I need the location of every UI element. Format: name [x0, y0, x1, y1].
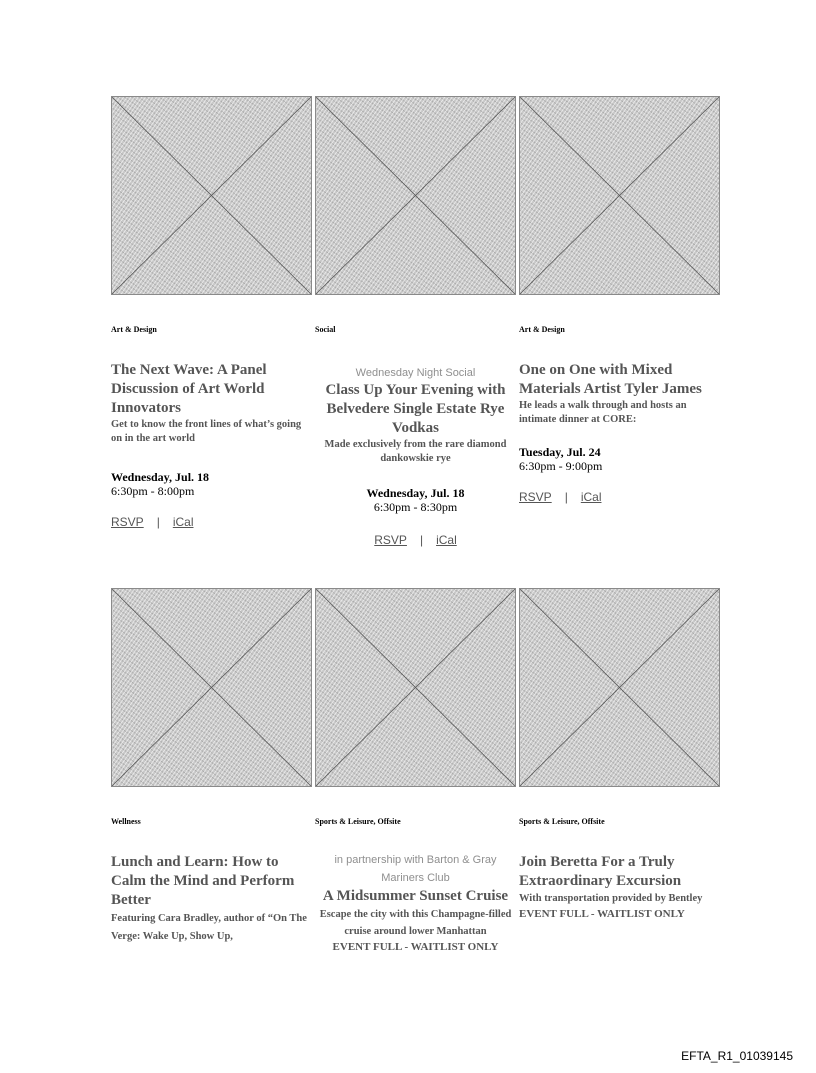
- event-card: [315, 96, 516, 547]
- event-card: [111, 588, 312, 942]
- broken-image-icon: [520, 97, 719, 294]
- event-subtitle: Get to know the front lines of what’s going on in the art world: [111, 419, 302, 444]
- event-subtitle: With transportation provided by Bentley: [519, 893, 703, 904]
- event-subtitle: He leads a walk through and hosts an intimate dinner at CORE:: [519, 400, 687, 425]
- event-image-placeholder[interactable]: [111, 588, 312, 787]
- event-category: Art & Design: [111, 325, 157, 334]
- event-card: [315, 588, 516, 953]
- event-category: Wellness: [111, 817, 141, 826]
- event-links: [519, 490, 720, 504]
- event-date: Wednesday, Jul. 18: [111, 470, 210, 484]
- event-row-1: [111, 96, 721, 547]
- event-card: [519, 96, 720, 504]
- event-date: Wednesday, Jul. 18: [366, 486, 465, 500]
- event-subtitle: Escape the city with this Champagne-filled cruise around lower Manhattan: [319, 909, 512, 937]
- event-category: Sports & Leisure, Offsite: [315, 817, 401, 826]
- event-title[interactable]: Class Up Your Evening with Belvedere Single Estate Rye Vodkas: [325, 382, 506, 436]
- event-body: [315, 851, 516, 954]
- event-title[interactable]: One on One with Mixed Materials Artist Tyler James: [519, 362, 702, 397]
- event-image-placeholder[interactable]: [315, 588, 516, 787]
- event-image-placeholder[interactable]: [519, 588, 720, 787]
- ical-link[interactable]: iCal: [172, 515, 194, 529]
- link-separator: |: [564, 490, 568, 504]
- event-body: [111, 361, 312, 529]
- broken-image-icon: [520, 589, 719, 786]
- broken-image-icon: [316, 589, 515, 786]
- event-time: 6:30pm - 8:00pm: [111, 484, 195, 498]
- event-subtitle: Made exclusively from the rare diamond dankowskie rye: [324, 439, 507, 464]
- event-card: [519, 588, 720, 920]
- event-time: 6:30pm - 9:00pm: [519, 459, 603, 473]
- event-image-placeholder[interactable]: [315, 96, 516, 295]
- event-title[interactable]: Lunch and Learn: How to Calm the Mind and Perform Better: [111, 854, 295, 908]
- event-body: [315, 365, 516, 547]
- event-card: [111, 96, 312, 529]
- document-id: EFTA_R1_01039145: [681, 1049, 793, 1063]
- event-kicker: in partnership with Barton & Gray Mariners Club: [334, 854, 497, 884]
- ical-link[interactable]: iCal: [436, 533, 457, 547]
- link-separator: |: [156, 515, 160, 529]
- event-date: Tuesday, Jul. 24: [519, 445, 601, 459]
- event-category: Social: [315, 325, 336, 334]
- rsvp-link[interactable]: RSVP: [519, 490, 552, 504]
- rsvp-link[interactable]: RSVP: [374, 533, 407, 547]
- event-image-placeholder[interactable]: [519, 96, 720, 295]
- event-category: Sports & Leisure, Offsite: [519, 817, 605, 826]
- event-body: [519, 853, 720, 921]
- event-links: [315, 533, 516, 547]
- event-title[interactable]: Join Beretta For a Truly Extraordinary Excursion: [519, 854, 682, 889]
- broken-image-icon: [112, 97, 311, 294]
- event-status: EVENT FULL - WAITLIST ONLY: [332, 941, 499, 953]
- event-time: 6:30pm - 8:30pm: [373, 500, 458, 514]
- event-body: [519, 361, 720, 504]
- broken-image-icon: [112, 589, 311, 786]
- event-links: [111, 515, 312, 529]
- event-subtitle: Featuring Cara Bradley, author of “On The Verge: Wake Up, Show Up,: [111, 913, 307, 942]
- event-image-placeholder[interactable]: [111, 96, 312, 295]
- broken-image-icon: [316, 97, 515, 294]
- link-separator: |: [419, 533, 424, 547]
- event-category: Art & Design: [519, 325, 565, 334]
- event-kicker: Wednesday Night Social: [355, 367, 476, 379]
- event-title[interactable]: The Next Wave: A Panel Discussion of Art World Innovators: [111, 362, 267, 416]
- rsvp-link[interactable]: RSVP: [111, 515, 144, 529]
- event-row-2: [111, 588, 721, 953]
- event-title[interactable]: A Midsummer Sunset Cruise: [322, 888, 509, 904]
- event-body: [111, 853, 312, 943]
- event-status: EVENT FULL - WAITLIST ONLY: [519, 908, 685, 920]
- ical-link[interactable]: iCal: [580, 490, 602, 504]
